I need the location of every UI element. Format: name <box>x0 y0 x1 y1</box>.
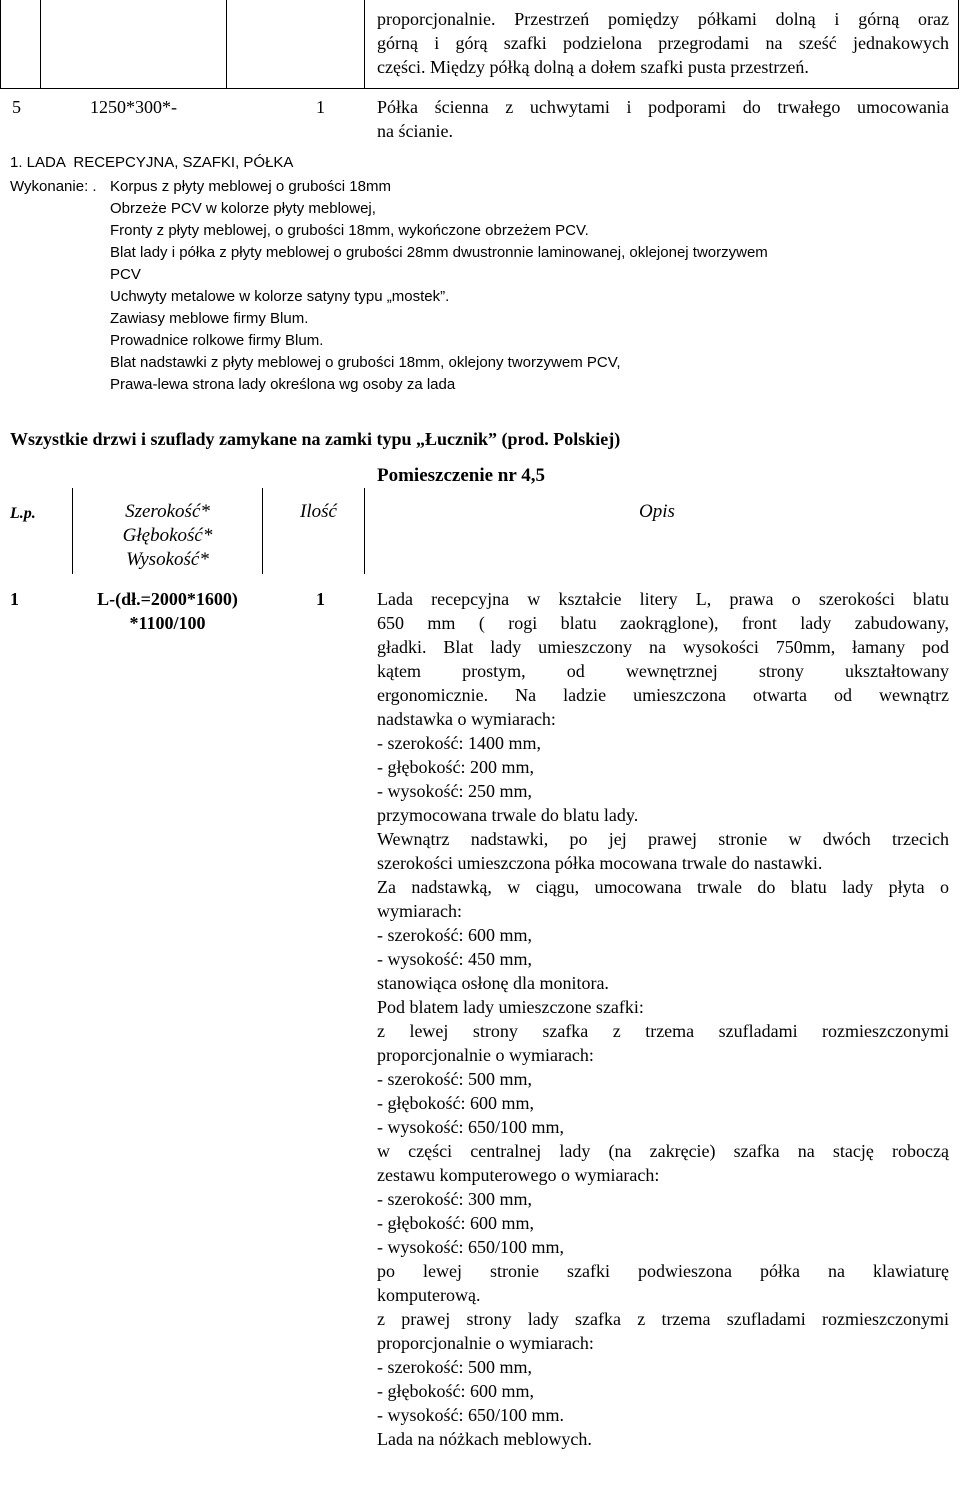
wykonanie-label: Wykonanie: . <box>10 178 97 195</box>
room-table-border-col4 <box>364 488 365 574</box>
row1-desc-line: po lewej stronie szafki podwieszona półka na klawiaturę <box>377 1261 949 1281</box>
spec-list <box>110 176 940 396</box>
row1-desc-line: - wysokość: 650/100 mm, <box>377 1237 564 1257</box>
row1-dims-line: *1100/100 <box>129 613 206 633</box>
continued-description <box>377 7 949 79</box>
row1-desc-line: przymocowana trwale do blatu lady. <box>377 805 639 825</box>
row1-desc-line: Lada na nóżkach meblowych. <box>377 1429 592 1449</box>
header-dims <box>73 500 262 572</box>
header-dims-depth: Głębokość* <box>122 525 213 546</box>
row5-lp: 5 <box>12 97 21 117</box>
spec-line: Uchwyty metalowe w kolorze satyny typu „mostek”. <box>110 288 450 305</box>
spec-line: Fronty z płyty meblowej, o grubości 18mm, wykończone obrzeżem PCV. <box>110 222 589 239</box>
row1-desc-line: - wysokość: 450 mm, <box>377 949 532 969</box>
row5-desc-line: na ścianie. <box>377 121 453 141</box>
top-table-border-right <box>958 0 959 89</box>
row1-desc-line: szerokości umieszczona półka mocowana trwale do nastawki. <box>377 853 823 873</box>
row1-desc-line: - szerokość: 500 mm, <box>377 1357 532 1377</box>
top-table-border-col3 <box>226 0 227 89</box>
header-dims-width: Szerokość* <box>125 501 210 522</box>
locks-note: Wszystkie drzwi i szuflady zamykane na zamki typu „Łucznik” (prod. Polskiej) <box>10 429 621 449</box>
spec-line: Prowadnice rolkowe firmy Blum. <box>110 332 324 349</box>
room-title: Pomieszczenie nr 4,5 <box>377 465 545 486</box>
header-dims-height: Wysokość* <box>126 549 209 570</box>
spec-line: Prawa-lewa strona lady określona wg osoby za lada <box>110 376 456 393</box>
row1-desc-line: 650 mm ( rogi blatu zaokrąglone), front lady zabudowany, <box>377 613 949 633</box>
row1-desc-line: wymiarach: <box>377 901 462 921</box>
row5-dims: 1250*300*- <box>90 97 177 117</box>
row1-desc-line: Pod blatem lady umieszczone szafki: <box>377 997 644 1017</box>
row1-desc-line: proporcjonalnie o wymiarach: <box>377 1045 594 1065</box>
row1-desc-line: Wewnątrz nadstawki, po jej prawej stronie w dwóch trzecich <box>377 829 949 849</box>
top-table-border-col2 <box>40 0 41 89</box>
row1-desc-line: - głębokość: 600 mm, <box>377 1213 534 1233</box>
header-desc: Opis <box>639 501 675 522</box>
row1-desc-line: - wysokość: 650/100 mm. <box>377 1405 564 1425</box>
row1-desc-line: komputerową. <box>377 1285 481 1305</box>
top-table-row-divider <box>0 88 959 89</box>
row1-description <box>377 587 949 1451</box>
continued-desc-line: proporcjonalnie. Przestrzeń pomiędzy półkami dolną i górną oraz <box>377 9 949 29</box>
row1-desc-line: gładki. Blat lady umieszczony na wysokości 750mm, łamany pod <box>377 637 949 657</box>
spec-line: Korpus z płyty meblowej o grubości 18mm <box>110 178 391 195</box>
row1-desc-line: kątem prostym, od wewnętrznej strony ukształtowany <box>377 661 949 681</box>
spec-line: PCV <box>110 266 141 283</box>
row1-desc-line: proporcjonalnie o wymiarach: <box>377 1333 594 1353</box>
row1-desc-line: - głębokość: 600 mm, <box>377 1093 534 1113</box>
top-table-border-col4 <box>364 0 365 89</box>
row1-desc-line: - głębokość: 600 mm, <box>377 1381 534 1401</box>
row1-desc-line: nadstawka o wymiarach: <box>377 709 556 729</box>
room-table-border-col3 <box>262 488 263 574</box>
row1-lp: 1 <box>10 589 19 609</box>
row1-desc-line: - szerokość: 600 mm, <box>377 925 532 945</box>
row5-desc-line: Półka ścienna z uchwytami i podporami do trwałego umocowania <box>377 97 949 117</box>
row5-description <box>377 95 949 143</box>
spec-line: Blat lady i półka z płyty meblowej o grubości 28mm dwustronnie laminowanej, oklejonej tworzywem <box>110 244 768 261</box>
row1-desc-line: zestawu komputerowego o wymiarach: <box>377 1165 660 1185</box>
row1-dims <box>73 587 262 635</box>
row1-desc-line: w części centralnej lady (na zakręcie) szafka na stację roboczą <box>377 1141 949 1161</box>
section-heading: 1. LADA RECEPCYJNA, SZAFKI, PÓŁKA <box>10 154 294 171</box>
header-lp: L.p. <box>10 505 36 522</box>
continued-desc-line: części. Między półką dolną a dołem szafki pusta przestrzeń. <box>377 57 809 77</box>
row1-desc-line: ergonomicznie. Na ladzie umieszczona otwarta od wewnątrz <box>377 685 949 705</box>
row1-desc-line: - szerokość: 500 mm, <box>377 1069 532 1089</box>
row5-qty: 1 <box>316 97 325 117</box>
row1-desc-line: Lada recepcyjna w kształcie litery L, prawa o szerokości blatu <box>377 589 949 609</box>
top-table-border-left <box>0 0 1 89</box>
row1-desc-line: - wysokość: 650/100 mm, <box>377 1117 564 1137</box>
row1-desc-line: z lewej strony szafka z trzema szufladami rozmieszczonymi <box>377 1021 949 1041</box>
spec-line: Zawiasy meblowe firmy Blum. <box>110 310 309 327</box>
row1-desc-line: - głębokość: 200 mm, <box>377 757 534 777</box>
header-qty: Ilość <box>300 501 337 522</box>
row1-desc-line: - szerokość: 1400 mm, <box>377 733 541 753</box>
spec-line: Blat nadstawki z płyty meblowej o grubości 18mm, oklejony tworzywem PCV, <box>110 354 621 371</box>
row1-desc-line: stanowiąca osłonę dla monitora. <box>377 973 609 993</box>
row1-dims-line: L-(dł.=2000*1600) <box>97 589 238 609</box>
row1-desc-line: - szerokość: 300 mm, <box>377 1189 532 1209</box>
spec-line: Obrzeże PCV w kolorze płyty meblowej, <box>110 200 376 217</box>
row1-desc-line: Za nadstawką, w ciągu, umocowana trwale do blatu lady płyta o <box>377 877 949 897</box>
row1-qty: 1 <box>316 589 325 609</box>
row1-desc-line: z prawej strony lady szafka z trzema szufladami rozmieszczonymi <box>377 1309 949 1329</box>
continued-desc-line: górną i górą szafki podzielona przegrodami na sześć jednakowych <box>377 33 949 53</box>
row1-desc-line: - wysokość: 250 mm, <box>377 781 532 801</box>
